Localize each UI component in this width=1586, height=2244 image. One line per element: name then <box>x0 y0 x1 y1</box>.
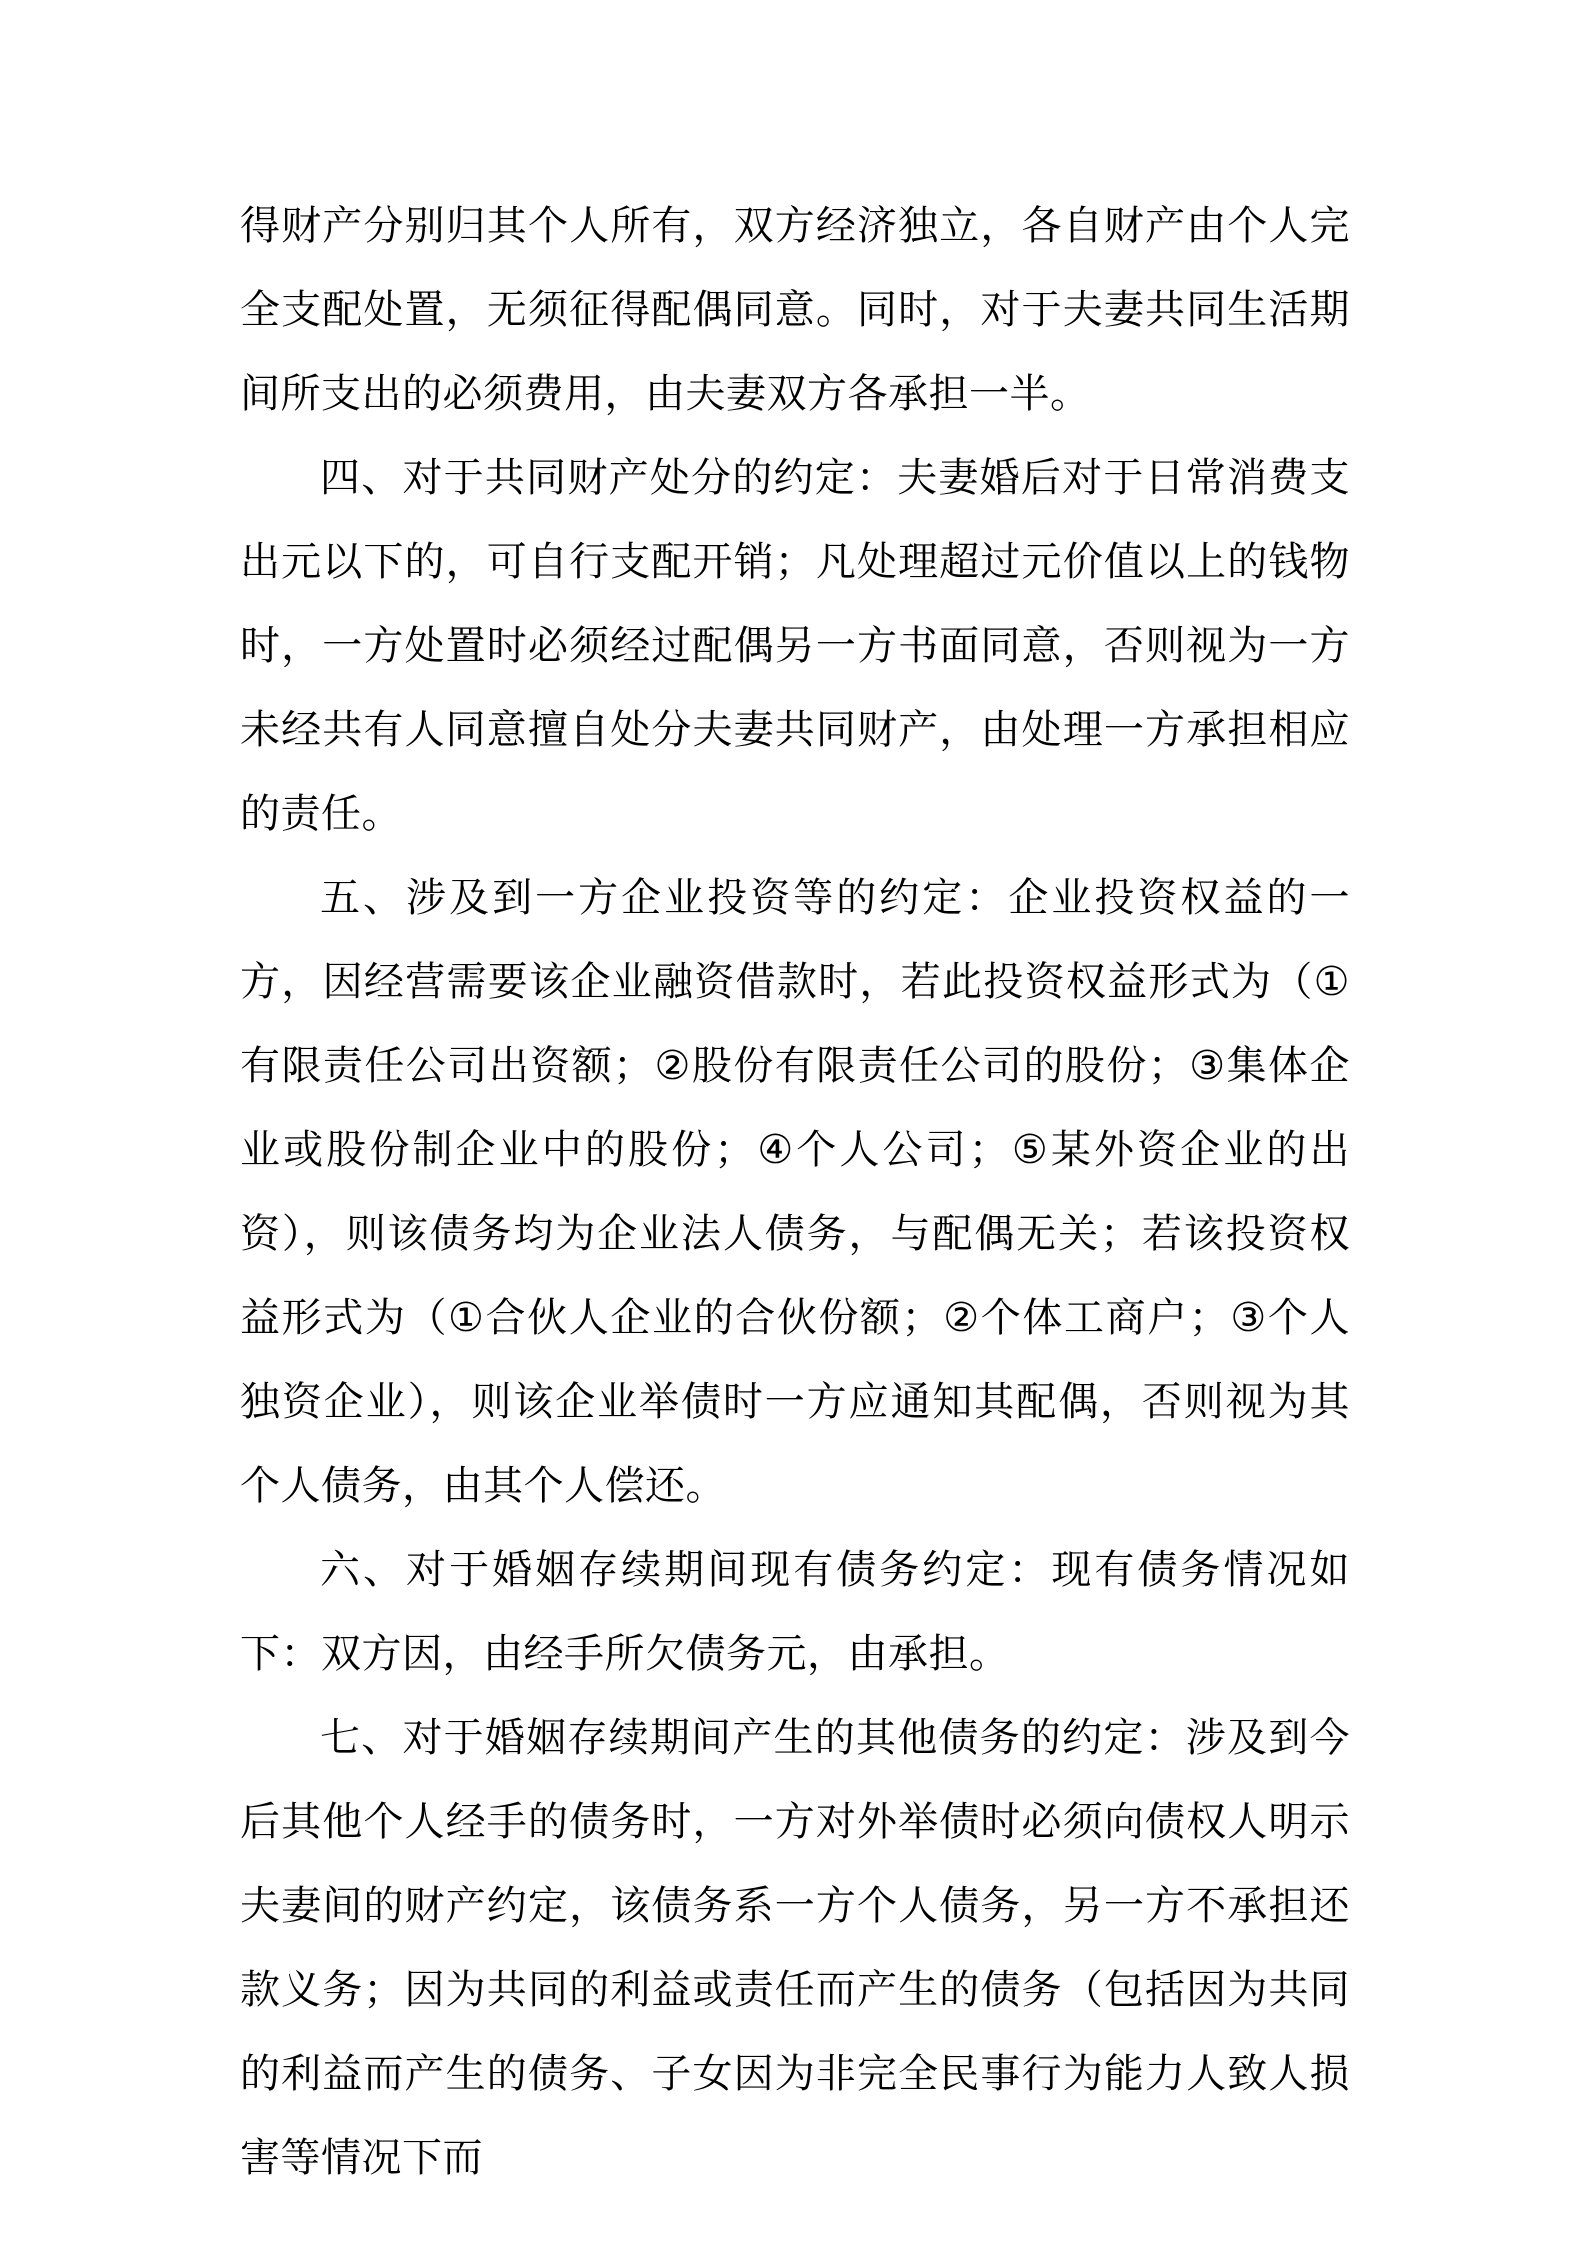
paragraph-clause-6: 六、对于婚姻存续期间现有债务约定：现有债务情况如下：双方因，由经手所欠债务元，由承担。 <box>240 1547 1350 1677</box>
paragraph-continued-clause-3: 得财产分别归其个人所有，双方经济独立，各自财产由个人完全支配处置，无须征得配偶同意。同时，对于夫妻共同生活期间所支出的必须费用，由夫妻双方各承担一半。 <box>240 203 1350 417</box>
paragraph-clause-7: 七、对于婚姻存续期间产生的其他债务的约定：涉及到今后其他个人经手的债务时，一方对外举债时必须向债权人明示夫妻间的财产约定，该债务系一方个人债务，另一方不承担还款义务；因为共同的利益或责任而产生的债务（包括因为共同的利益而产生的债务、子女因为非完全民事行为能力人致人损害等情况下而 <box>240 1715 1350 2181</box>
paragraph-clause-4: 四、对于共同财产处分的约定：夫妻婚后对于日常消费支出元以下的，可自行支配开销；凡处理超过元价值以上的钱物时，一方处置时必须经过配偶另一方书面同意，否则视为一方未经共有人同意擅自处分夫妻共同财产，由处理一方承担相应的责任。 <box>240 455 1350 837</box>
document-body <box>240 184 1350 2200</box>
paragraph-clause-5: 五、涉及到一方企业投资等的约定：企业投资权益的一方，因经营需要该企业融资借款时，若此投资权益形式为（①有限责任公司出资额；②股份有限责任公司的股份；③集体企业或股份制企业中的股份；④个人公司；⑤某外资企业的出资），则该债务均为企业法人债务，与配偶无关；若该投资权益形式为（①合伙人企业的合伙份额；②个体工商户；③个人独资企业），则该企业举债时一方应通知其配偶，否则视为其个人债务，由其个人偿还。 <box>240 875 1350 1509</box>
